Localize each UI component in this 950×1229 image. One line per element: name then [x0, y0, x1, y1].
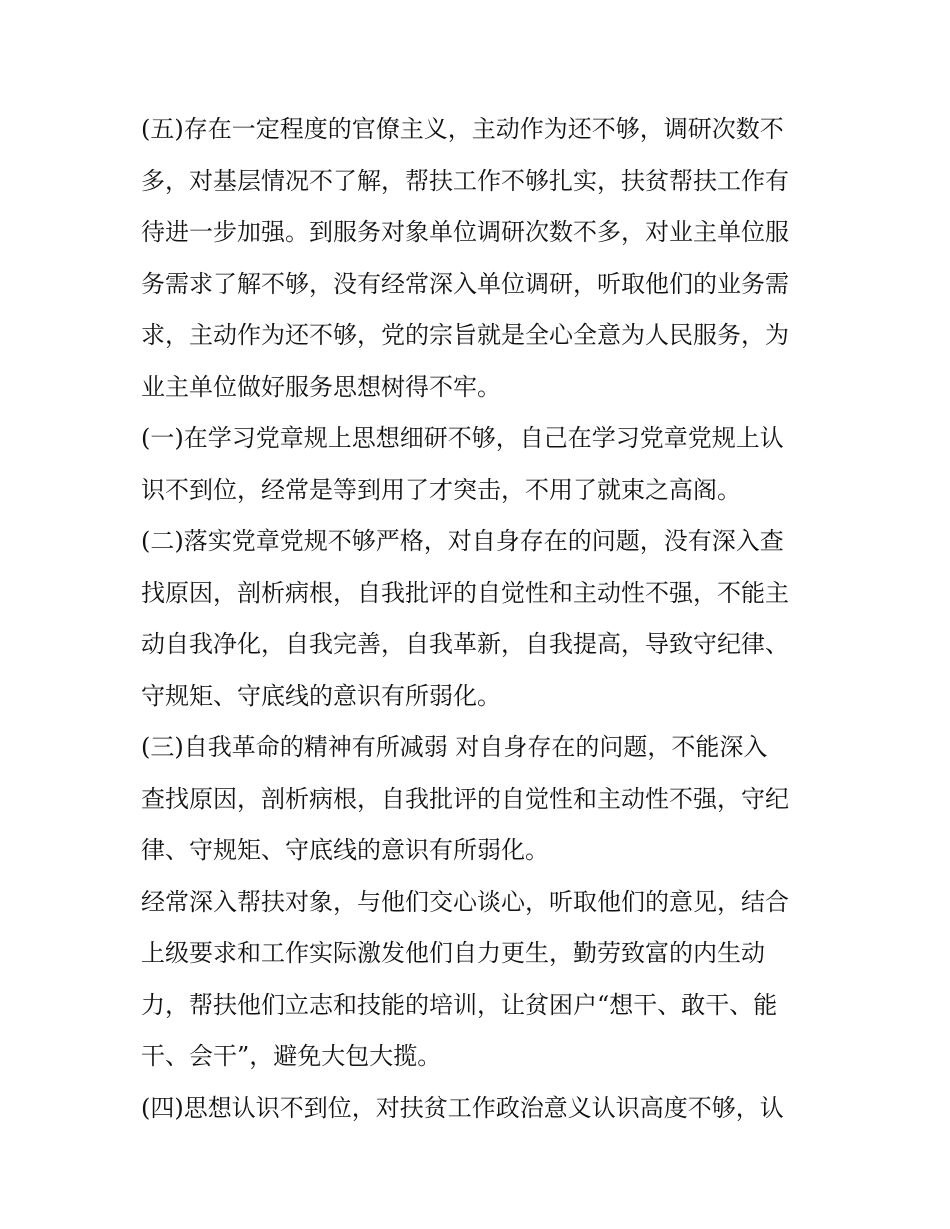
text-line: (四)思想认识不到位，对扶贫工作政治意义认识高度不够，认 [141, 1093, 784, 1122]
text-line: (五)存在一定程度的官僚主义，主动作为还不够，调研次数不 [141, 115, 784, 143]
text-line: 律、守规矩、守底线的意识有所弱化。 [141, 836, 549, 864]
text-line: 求，主动作为还不够，党的宗旨就是全心全意为人民服务，为 [141, 321, 789, 349]
text-line: 守规矩、守底线的意识有所弱化。 [141, 681, 501, 710]
paragraph-self-revolution [141, 722, 813, 877]
text-line: 动自我净化，自我完善，自我革新，自我提高，导致守纪律、 [141, 630, 789, 658]
text-line: 务需求了解不够，没有经常深入单位调研，听取他们的业务需 [141, 269, 789, 298]
text-line: 识不到位，经常是等到用了才突击，不用了就束之高阁。 [141, 475, 741, 504]
text-line: 业主单位做好服务思想树得不牢。 [141, 372, 501, 401]
text-line: 找原因，剖析病根，自我批评的自觉性和主动性不强，不能主 [141, 578, 789, 607]
paragraph-bureaucratism [141, 104, 813, 413]
paragraph-party-rules-study [141, 413, 813, 516]
paragraph-party-rules-implementation [141, 516, 813, 722]
text-line: (三)自我革命的精神有所减弱 对自身存在的问题，不能深入 [141, 733, 768, 761]
text-line: 查找原因，剖析病根，自我批评的自觉性和主动性不强，守纪 [141, 784, 789, 813]
paragraph-assistance-measures [141, 877, 813, 1083]
text-line: 力，帮扶他们立志和技能的培训，让贫困户“想干、敢干、能 [141, 990, 778, 1019]
paragraph-ideological-awareness [141, 1083, 813, 1135]
text-line: 上级要求和工作实际激发他们自力更生，勤劳致富的内生动 [141, 939, 765, 967]
text-line: (一)在学习党章规上思想细研不够，自己在学习党章党规上认 [141, 424, 784, 452]
text-line: 干、会干”，避免大包大揽。 [141, 1042, 442, 1070]
document-body [141, 104, 813, 1134]
text-line: (二)落实党章党规不够严格，对自身存在的问题，没有深入查 [141, 527, 784, 555]
text-line: 多，对基层情况不了解，帮扶工作不够扎实，扶贫帮扶工作有 [141, 166, 789, 195]
text-line: 经常深入帮扶对象，与他们交心谈心，听取他们的意见，结合 [141, 887, 789, 916]
text-line: 待进一步加强。到服务对象单位调研次数不多，对业主单位服 [141, 218, 789, 246]
